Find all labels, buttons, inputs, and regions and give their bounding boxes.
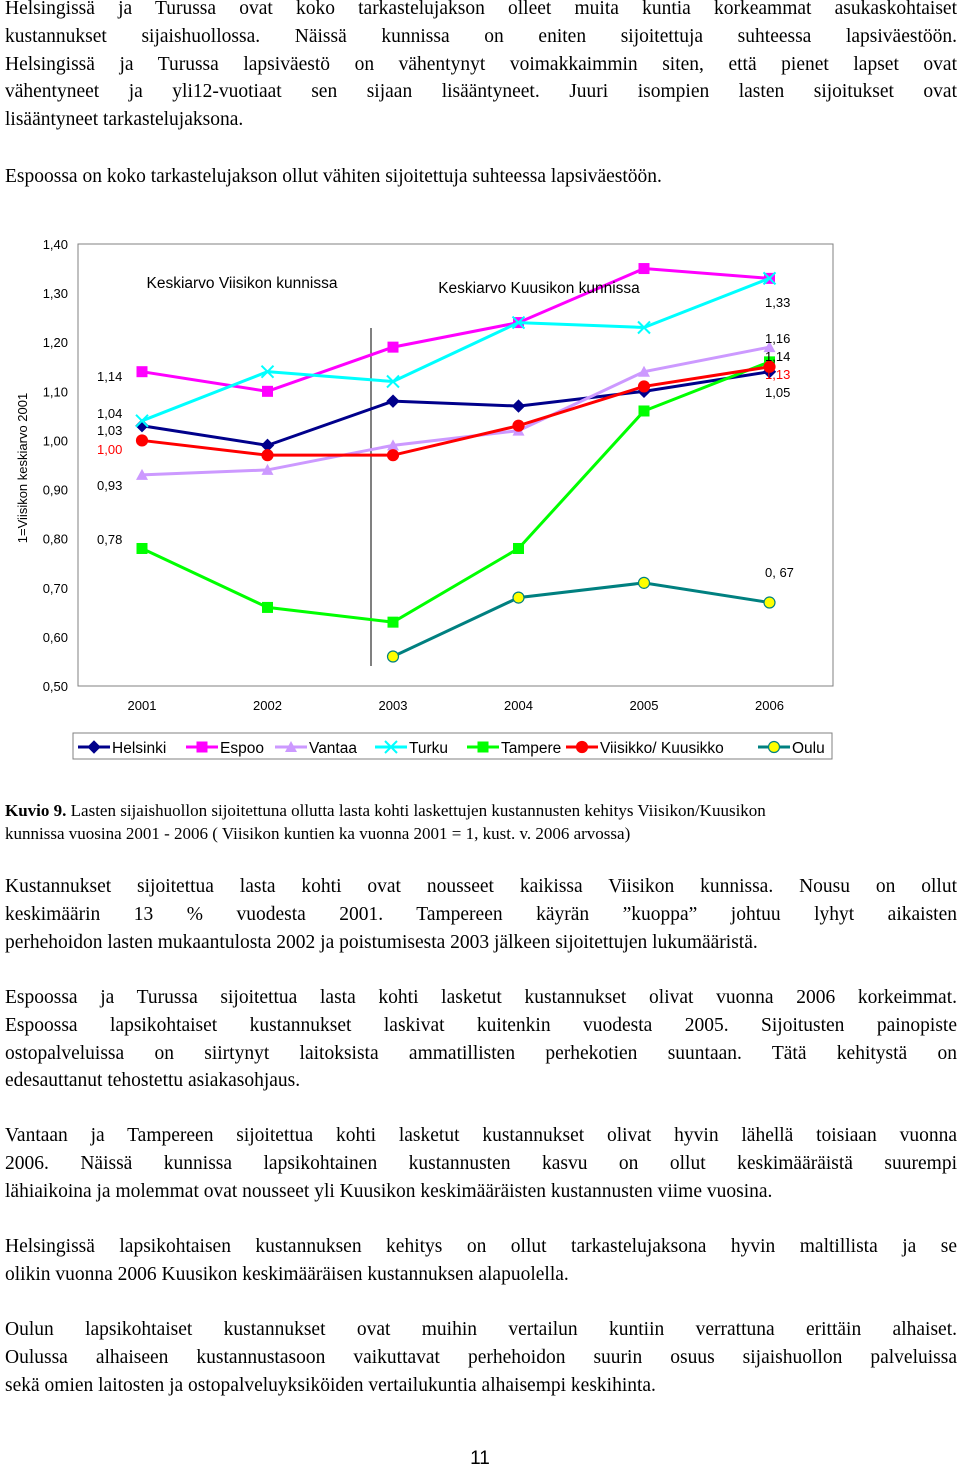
value-label-left: 1,03	[97, 423, 123, 438]
body-paragraph	[5, 984, 957, 1095]
series-viisikko-kuusikko	[137, 361, 776, 460]
text-line: Oulun lapsikohtaiset kustannukset ovat muihin vertailun kuntiin verrattuna erittäin alhaiset.	[5, 1319, 957, 1340]
value-label-right: 1,14	[765, 349, 791, 364]
annotation-region-left: Keskiarvo Viisikon kunnissa	[146, 275, 338, 292]
data-point	[388, 342, 399, 353]
value-label-left: 1,00	[97, 442, 123, 457]
text-line: Kustannukset sijoitettua lasta kohti ovat nousseet kaikissa Viisikon kunnissa. Nousu on ollut	[5, 876, 957, 897]
espoo-note: Espoossa on koko tarkastelujakson ollut vähiten sijoitettuja suhteessa lapsiväestöön.	[5, 166, 662, 187]
page-number: 11	[470, 1448, 490, 1469]
text-line: Helsingissä ja Turussa ovat koko tarkastelujakson olleet muita kuntia korkeammat asukaskohtaiset	[5, 0, 957, 19]
y-tick-label: 1,40	[42, 237, 68, 252]
data-point	[639, 577, 650, 588]
plot-area-frame	[78, 244, 833, 686]
legend-label: Helsinki	[112, 740, 167, 757]
x-tick-label: 2001	[127, 698, 157, 713]
y-tick-label: 0,50	[42, 679, 68, 694]
caption-text: Lasten sijaishuollon sijoitettuna ollutta lasta kohti laskettujen kustannusten kehitys Viisikon/Kuusikon	[66, 801, 766, 820]
text-line: Oulussa alhaiseen kustannustasoon vaikuttavat perhehoidon suurin osuus sijaishuollon palveluissa	[5, 1346, 957, 1368]
data-point	[262, 602, 273, 613]
text-line: Espoossa ja Turussa sijoitettua lasta kohti lasketut kustannukset olivat vuonna 2006 korkeimmat.	[5, 987, 957, 1008]
text-line: lisääntyneet tarkastelujaksona.	[5, 109, 244, 131]
body-paragraph	[5, 1233, 957, 1289]
legend-label: Oulu	[792, 740, 825, 757]
caption-text: kunnissa vuosina 2001 - 2006 ( Viisikon kuntien ka vuonna 2001 = 1, kust. v. 2006 arvossa)	[5, 824, 631, 843]
series-line	[142, 347, 770, 475]
text-line: perhehoidon lasten mukaantulosta 2002 ja poistumisesta 2003 jälkeen sijoitettujen lukumääristä.	[5, 931, 758, 953]
data-point	[197, 742, 208, 753]
body-paragraph	[5, 873, 957, 956]
x-tick-label: 2005	[629, 698, 659, 713]
data-point	[513, 592, 524, 603]
series-line	[142, 362, 770, 622]
body-paragraph	[5, 1316, 957, 1399]
value-label-left: 1,14	[97, 369, 123, 384]
figure-caption	[5, 799, 957, 845]
data-point	[388, 450, 399, 461]
chart-series-lines	[136, 263, 776, 662]
text-line: vähentyneet ja yli12-vuotiaat sen sijaan lisääntyneet. Juuri isompien lasten sijoitukset ovat	[5, 81, 957, 103]
chart-labels	[97, 275, 794, 580]
x-tick-label: 2006	[755, 698, 784, 713]
data-point	[262, 450, 273, 461]
intro-paragraph	[5, 0, 957, 134]
data-point	[387, 395, 399, 407]
value-label-left: 0,93	[97, 478, 123, 493]
text-line: 2006. Näissä kunnissa lapsikohtainen kustannusten kasvu on ollut keskimääräistä suurempi	[5, 1152, 957, 1174]
chart-legend	[73, 733, 832, 759]
cost-development-chart	[0, 218, 960, 778]
text-line: keskimäärin 13 % vuodesta 2001. Tampereen käyrän ”kuoppa” johtuu lyhyt aikaisten	[5, 903, 957, 925]
data-point	[478, 742, 489, 753]
value-label-right: 1,33	[765, 295, 791, 310]
series-vantaa	[136, 341, 776, 480]
text-line: edesauttanut tehostettu asiakasohjaus.	[5, 1070, 301, 1092]
legend-label: Turku	[409, 740, 449, 757]
y-tick-label: 1,30	[42, 286, 68, 302]
value-label-left: 1,04	[97, 406, 123, 421]
y-tick-label: 1,10	[42, 384, 68, 400]
data-point	[137, 366, 148, 377]
text-line: sekä omien laitosten ja ostopalveluyksiköiden vertailukuntia alhaisempi keskihinta.	[5, 1374, 656, 1396]
data-point	[513, 543, 524, 554]
caption-label: Kuvio 9.	[5, 801, 67, 820]
x-tick-label: 2003	[378, 698, 408, 713]
legend-label: Vantaa	[309, 740, 357, 757]
data-point	[513, 420, 524, 431]
text-line: Helsingissä ja Turussa lapsiväestö on vähentynyt voimakkaimmin siten, että pienet lapset ovat	[5, 53, 957, 75]
text-line: olikin vuonna 2006 Kuusikon keskimääräisen kustannuksen alapuolella.	[5, 1263, 569, 1285]
data-point	[769, 742, 780, 753]
y-tick-label: 0,80	[42, 531, 68, 547]
data-point	[764, 597, 775, 608]
text-line: Helsingissä lapsikohtaisen kustannuksen kehitys on ollut tarkastelujaksona hyvin maltillista ja se	[5, 1236, 957, 1257]
text-line: ostopalveluissa on siirtynyt laitoksista ammatillisten perhekotien suuntaan. Tätä kehitystä on	[5, 1042, 957, 1064]
data-point	[137, 543, 148, 554]
value-label-right: 1,16	[765, 331, 791, 346]
x-tick-label: 2002	[253, 698, 282, 713]
annotation-region-right: Keskiarvo Kuusikon kunnissa	[438, 280, 640, 297]
value-label-left: 0,78	[97, 532, 123, 547]
text-line: lähiaikoina ja molemmat ovat nousseet yli Kuusikon keskimääräisten kustannusten viime vuosina.	[5, 1180, 773, 1202]
series-line	[393, 583, 770, 657]
data-point	[388, 617, 399, 628]
data-point	[577, 742, 588, 753]
text-line: kustannukset sijaishuollossa. Näissä kunnissa on eniten sijoitettuja suhteessa lapsiväestöön.	[5, 25, 957, 47]
legend-label: Espoo	[220, 740, 264, 757]
y-tick-label: 0,90	[42, 482, 68, 498]
y-tick-label: 1,00	[42, 433, 68, 449]
y-axis-label: 1=Viisikon keskiarvo 2001	[15, 392, 30, 544]
y-tick-label: 0,70	[42, 580, 68, 596]
data-point	[137, 435, 148, 446]
text-line: Vantaan ja Tampereen sijoitettua kohti lasketut kustannukset olivat hyvin lähellä toisiaan vuonna	[5, 1125, 957, 1146]
data-point	[639, 405, 650, 416]
legend-label: Tampere	[501, 740, 562, 757]
body-paragraph	[5, 1122, 957, 1205]
data-point	[262, 386, 273, 397]
y-tick-label: 1,20	[42, 335, 68, 351]
data-point	[639, 381, 650, 392]
text-line: Espoossa lapsikohtaiset kustannukset laskivat kuitenkin vuodesta 2005. Sijoitusten painopiste	[5, 1014, 957, 1036]
legend-label: Viisikko/ Kuusikko	[600, 740, 724, 757]
y-tick-label: 0,60	[42, 629, 68, 645]
value-label-right: 1,05	[765, 385, 791, 400]
data-point	[388, 651, 399, 662]
value-label-right: 1,13	[765, 367, 791, 382]
data-point	[639, 263, 650, 274]
x-tick-label: 2004	[504, 698, 533, 713]
data-point	[513, 400, 525, 412]
value-label-right: 0, 67	[765, 565, 794, 580]
